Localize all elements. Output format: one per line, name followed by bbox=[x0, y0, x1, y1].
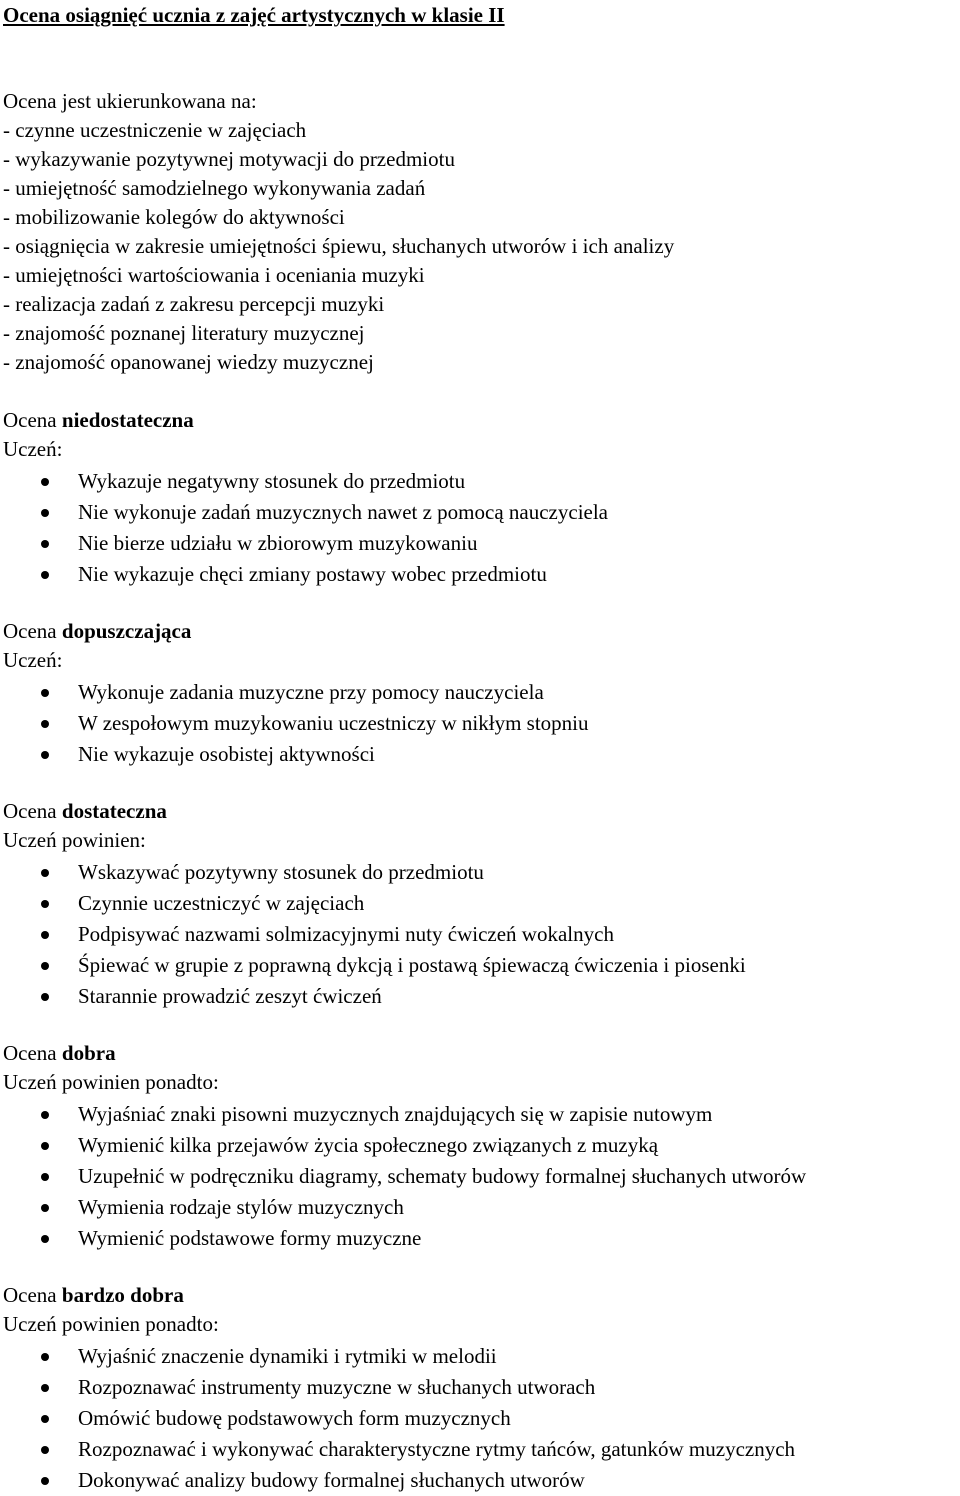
grade-heading-prefix: Ocena bbox=[3, 799, 62, 823]
criteria-item bbox=[3, 1372, 795, 1403]
criteria-text: Dokonywać analizy budowy formalnej słuchanych utworów bbox=[78, 1468, 585, 1492]
grade-section-dopuszczajaca bbox=[3, 617, 589, 770]
criteria-item bbox=[3, 950, 746, 981]
bullet-icon bbox=[41, 1384, 49, 1392]
criteria-text: Nie wykonuje zadań muzycznych nawet z pomocą nauczyciela bbox=[78, 500, 609, 524]
bullet-icon bbox=[41, 962, 49, 970]
criteria-item bbox=[3, 1130, 806, 1161]
criteria-item bbox=[3, 1465, 795, 1496]
criteria-item bbox=[3, 466, 608, 497]
criteria-text: Wymienić podstawowe formy muzyczne bbox=[78, 1226, 422, 1250]
bullet-icon bbox=[41, 931, 49, 939]
bullet-icon bbox=[41, 1415, 49, 1423]
focus-item: - osiągnięcia w zakresie umiejętności śpiewu, słuchanych utworów i ich analizy bbox=[3, 234, 675, 258]
grade-heading bbox=[3, 1281, 795, 1310]
criteria-item bbox=[3, 1192, 806, 1223]
criteria-list bbox=[3, 857, 746, 1012]
focus-item: - wykazywanie pozytywnej motywacji do przedmiotu bbox=[3, 147, 455, 171]
criteria-text: Wykazuje negatywny stosunek do przedmiotu bbox=[78, 469, 466, 493]
bullet-icon bbox=[41, 689, 49, 697]
criteria-text: Czynnie uczestniczyć w zajęciach bbox=[78, 891, 365, 915]
criteria-text: Śpiewać w grupie z poprawną dykcją i postawą śpiewaczą ćwiczenia i piosenki bbox=[78, 953, 746, 977]
grade-heading bbox=[3, 797, 746, 826]
bullet-icon bbox=[41, 1235, 49, 1243]
focus-intro: Ocena jest ukierunkowana na: bbox=[3, 89, 257, 113]
grade-subheading: Uczeń powinien: bbox=[3, 828, 146, 852]
focus-item: - znajomość opanowanej wiedzy muzycznej bbox=[3, 350, 374, 374]
criteria-text: Uzupełnić w podręczniku diagramy, schematy budowy formalnej słuchanych utworów bbox=[78, 1164, 807, 1188]
bullet-icon bbox=[41, 751, 49, 759]
grade-name: dobra bbox=[61, 1041, 116, 1065]
grade-section-dobra bbox=[3, 1039, 806, 1254]
grade-section-dostateczna bbox=[3, 797, 746, 1012]
bullet-icon bbox=[41, 1477, 49, 1485]
focus-item: - mobilizowanie kolegów do aktywności bbox=[3, 205, 345, 229]
criteria-text: Wymienić kilka przejawów życia społecznego związanych z muzyką bbox=[78, 1133, 659, 1157]
criteria-item bbox=[3, 1161, 806, 1192]
criteria-item bbox=[3, 1434, 795, 1465]
criteria-text: Starannie prowadzić zeszyt ćwiczeń bbox=[78, 984, 382, 1008]
grade-heading bbox=[3, 1039, 806, 1068]
criteria-item bbox=[3, 1223, 806, 1254]
grade-name: dostateczna bbox=[61, 799, 167, 823]
assessment-focus-section bbox=[3, 87, 674, 377]
criteria-item bbox=[3, 857, 746, 888]
criteria-item bbox=[3, 888, 746, 919]
grade-subheading: Uczeń powinien ponadto: bbox=[3, 1312, 219, 1336]
bullet-icon bbox=[41, 1204, 49, 1212]
focus-item: - umiejętności wartościowania i oceniania muzyki bbox=[3, 263, 425, 287]
criteria-text: Nie wykazuje osobistej aktywności bbox=[78, 742, 375, 766]
criteria-text: W zespołowym muzykowaniu uczestniczy w nikłym stopniu bbox=[78, 711, 589, 735]
criteria-list bbox=[3, 466, 608, 590]
bullet-icon bbox=[41, 1173, 49, 1181]
bullet-icon bbox=[41, 869, 49, 877]
criteria-item bbox=[3, 919, 746, 950]
bullet-icon bbox=[41, 1353, 49, 1361]
criteria-list bbox=[3, 677, 589, 770]
bullet-icon bbox=[41, 478, 49, 486]
bullet-icon bbox=[41, 900, 49, 908]
criteria-item bbox=[3, 1099, 806, 1130]
criteria-text: Wskazywać pozytywny stosunek do przedmiotu bbox=[78, 860, 484, 884]
grade-section-niedostateczna bbox=[3, 406, 608, 590]
grade-name: niedostateczna bbox=[61, 408, 194, 432]
criteria-text: Wyjaśniać znaki pisowni muzycznych znajdujących się w zapisie nutowym bbox=[78, 1102, 713, 1126]
criteria-item bbox=[3, 1341, 795, 1372]
grade-heading-prefix: Ocena bbox=[3, 408, 62, 432]
criteria-text: Omówić budowę podstawowych form muzycznych bbox=[78, 1406, 511, 1430]
document-title: Ocena osiągnięć ucznia z zajęć artystycznych w klasie II bbox=[3, 3, 505, 27]
bullet-icon bbox=[41, 1142, 49, 1150]
bullet-icon bbox=[41, 993, 49, 1001]
bullet-icon bbox=[41, 540, 49, 548]
criteria-list bbox=[3, 1341, 795, 1496]
bullet-icon bbox=[41, 571, 49, 579]
bullet-icon bbox=[41, 509, 49, 517]
grade-name: dopuszczająca bbox=[61, 619, 192, 643]
grade-heading bbox=[3, 617, 589, 646]
grade-subheading: Uczeń powinien ponadto: bbox=[3, 1070, 219, 1094]
grade-name: bardzo dobra bbox=[61, 1283, 184, 1307]
bullet-icon bbox=[41, 720, 49, 728]
criteria-item bbox=[3, 981, 746, 1012]
criteria-item bbox=[3, 559, 608, 590]
criteria-text: Nie wykazuje chęci zmiany postawy wobec przedmiotu bbox=[78, 562, 547, 586]
grade-section-bardzo-dobra bbox=[3, 1281, 795, 1496]
criteria-item bbox=[3, 708, 589, 739]
grade-subheading: Uczeń: bbox=[3, 648, 63, 672]
criteria-item bbox=[3, 739, 589, 770]
grade-heading-prefix: Ocena bbox=[3, 1041, 62, 1065]
grade-subheading: Uczeń: bbox=[3, 437, 63, 461]
grade-heading bbox=[3, 406, 608, 435]
bullet-icon bbox=[41, 1111, 49, 1119]
criteria-list bbox=[3, 1099, 806, 1254]
criteria-text: Podpisywać nazwami solmizacyjnymi nuty ćwiczeń wokalnych bbox=[78, 922, 614, 946]
focus-item: - umiejętność samodzielnego wykonywania zadań bbox=[3, 176, 426, 200]
focus-item: - znajomość poznanej literatury muzycznej bbox=[3, 321, 365, 345]
criteria-text: Rozpoznawać i wykonywać charakterystyczne rytmy tańców, gatunków muzycznych bbox=[78, 1437, 796, 1461]
criteria-text: Wykonuje zadania muzyczne przy pomocy nauczyciela bbox=[78, 680, 544, 704]
focus-item: - realizacja zadań z zakresu percepcji muzyki bbox=[3, 292, 385, 316]
focus-item: - czynne uczestniczenie w zajęciach bbox=[3, 118, 307, 142]
criteria-item bbox=[3, 1403, 795, 1434]
criteria-item bbox=[3, 528, 608, 559]
criteria-text: Rozpoznawać instrumenty muzyczne w słuchanych utworach bbox=[78, 1375, 596, 1399]
grade-heading-prefix: Ocena bbox=[3, 619, 62, 643]
bullet-icon bbox=[41, 1446, 49, 1454]
criteria-text: Nie bierze udziału w zbiorowym muzykowaniu bbox=[78, 531, 478, 555]
grade-heading-prefix: Ocena bbox=[3, 1283, 62, 1307]
criteria-text: Wyjaśnić znaczenie dynamiki i rytmiki w melodii bbox=[78, 1344, 497, 1368]
criteria-item bbox=[3, 677, 589, 708]
criteria-text: Wymienia rodzaje stylów muzycznych bbox=[78, 1195, 404, 1219]
criteria-item bbox=[3, 497, 608, 528]
